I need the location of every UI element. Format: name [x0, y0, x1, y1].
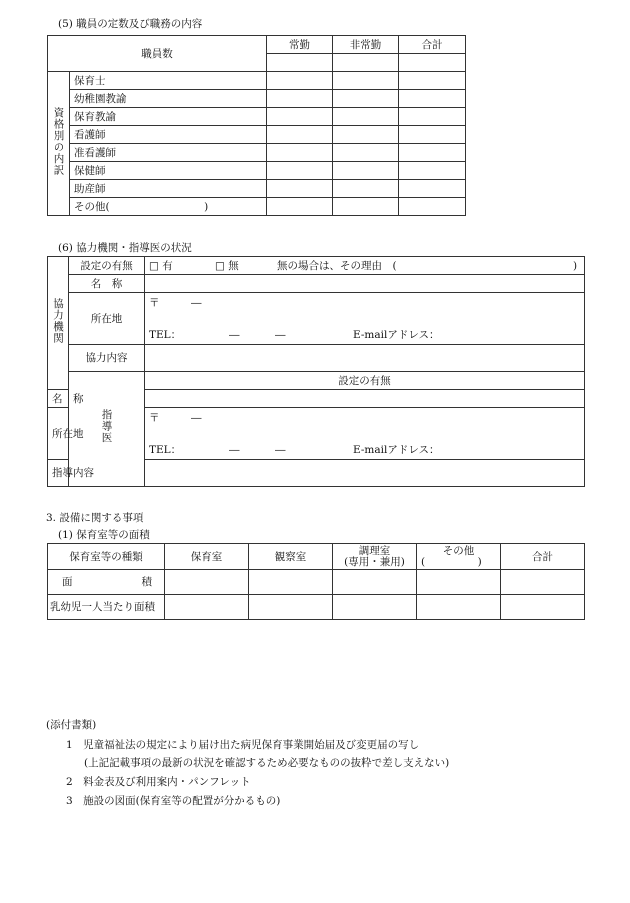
reason-close: ) [573, 259, 578, 272]
cell[interactable] [333, 126, 399, 144]
cell[interactable] [399, 126, 466, 144]
cell[interactable] [399, 108, 466, 126]
staff-total-fulltime[interactable] [267, 54, 333, 72]
tel-dash: ― [275, 329, 286, 341]
attachment-note: (上記記載事項の最新の状況を確認するため必要なものの抜粋で差し支えない) [84, 757, 450, 769]
address-field[interactable] [145, 293, 585, 345]
type-header: 保育室等の種類 [48, 544, 165, 570]
total-header: 合計 [501, 544, 585, 570]
cell[interactable] [267, 198, 333, 216]
cell[interactable] [267, 90, 333, 108]
section5-title: (5) 職員の定数及び職務の内容 [58, 18, 203, 30]
tel-dash: ― [275, 444, 286, 456]
cell[interactable] [165, 595, 249, 620]
tel-dash: ― [229, 444, 240, 456]
fulltime-header: 常勤 [267, 36, 333, 54]
kitchen-header: 調理室 (専用・兼用) [333, 544, 417, 570]
qualification-row-label: 看護師 [70, 126, 267, 144]
name-field[interactable] [145, 390, 585, 408]
postal-code: 〒 ― [149, 412, 202, 424]
cell[interactable] [267, 126, 333, 144]
cell[interactable] [399, 90, 466, 108]
setting-label: 設定の有無 [145, 372, 585, 390]
yes-checkbox[interactable]: □ 有 [149, 259, 173, 272]
block-side-label: 協力機関 [48, 257, 69, 390]
other-header: その他 ( ) [417, 544, 501, 570]
address-label: 所在地 [69, 293, 145, 345]
address-field[interactable] [145, 408, 585, 460]
setting-field [145, 257, 585, 275]
qualification-row-label: 准看護師 [70, 144, 267, 162]
cell[interactable] [417, 595, 501, 620]
name-label: 名 称 [69, 275, 145, 293]
qualification-row-label: 幼稚園教諭 [70, 90, 267, 108]
qualification-row-label: 助産師 [70, 180, 267, 198]
total-header: 合計 [399, 36, 466, 54]
email-label: E-mailアドレス： [353, 444, 440, 456]
staff-total-parttime[interactable] [333, 54, 399, 72]
cell[interactable] [333, 180, 399, 198]
name-label: 名 称 [48, 390, 69, 408]
staff-table [47, 35, 466, 216]
section3-title: 3. 設備に関する事項 [46, 512, 144, 524]
cell[interactable] [399, 180, 466, 198]
cell[interactable] [267, 162, 333, 180]
address-label: 所在地 [48, 408, 69, 460]
cell[interactable] [333, 198, 399, 216]
no-checkbox[interactable]: □ 無 [215, 259, 239, 272]
per-child-row-label: 乳幼児一人当たり面積 [48, 595, 165, 620]
cell[interactable] [501, 595, 585, 620]
attachment-item: 1 児童福祉法の規定により届け出た病児保育事業開始届及び変更届の写し [66, 739, 420, 751]
section3-subtitle: (1) 保育室等の面積 [58, 529, 150, 541]
email-label: E-mailアドレス： [353, 329, 440, 341]
content-label: 指導内容 [48, 460, 69, 487]
nursery-room-header: 保育室 [165, 544, 249, 570]
cell[interactable] [333, 595, 417, 620]
setting-label: 設定の有無 [69, 257, 145, 275]
attachment-item: 2 料金表及び利用案内・パンフレット [66, 776, 251, 788]
attachments-title: (添付書類) [46, 719, 97, 731]
tel-label: TEL： [149, 329, 182, 341]
content-field[interactable] [145, 460, 585, 487]
cell[interactable] [333, 72, 399, 90]
observation-room-header: 観察室 [249, 544, 333, 570]
name-field[interactable] [145, 275, 585, 293]
cell[interactable] [267, 72, 333, 90]
tel-label: TEL： [149, 444, 182, 456]
cell[interactable] [249, 570, 333, 595]
cell[interactable] [267, 108, 333, 126]
parttime-header: 非常勤 [333, 36, 399, 54]
cell[interactable] [333, 162, 399, 180]
cell[interactable] [333, 90, 399, 108]
cell[interactable] [333, 144, 399, 162]
cell[interactable] [501, 570, 585, 595]
staff-count-header: 職員数 [48, 36, 267, 72]
cell[interactable] [267, 180, 333, 198]
cell[interactable] [417, 570, 501, 595]
area-table [47, 543, 585, 620]
cell[interactable] [333, 108, 399, 126]
cell[interactable] [399, 72, 466, 90]
attachment-item: 3 施設の図面(保育室等の配置が分かるもの) [66, 795, 281, 807]
block-side-label: 指導医 [69, 372, 145, 487]
staff-total-total[interactable] [399, 54, 466, 72]
cell[interactable] [399, 144, 466, 162]
qualification-row-label: 保育士 [70, 72, 267, 90]
cell[interactable] [267, 144, 333, 162]
cooperation-table [47, 256, 585, 487]
cell[interactable] [165, 570, 249, 595]
qualification-side-label: 資格別の内訳 [48, 72, 70, 216]
qualification-row-label: 保健師 [70, 162, 267, 180]
cell[interactable] [333, 570, 417, 595]
reason-label: 無の場合は、その理由 ( [277, 259, 397, 272]
content-field[interactable] [145, 345, 585, 372]
section6-title: (6) 協力機関・指導医の状況 [58, 242, 192, 254]
area-row-label: 面 積 [48, 570, 165, 595]
cell[interactable] [249, 595, 333, 620]
content-label: 協力内容 [69, 345, 145, 372]
qualification-row-label: 保育教諭 [70, 108, 267, 126]
tel-dash: ― [229, 329, 240, 341]
postal-code: 〒 ― [149, 297, 202, 309]
cell[interactable] [399, 198, 466, 216]
qualification-row-label: その他( ) [70, 198, 267, 216]
cell[interactable] [399, 162, 466, 180]
